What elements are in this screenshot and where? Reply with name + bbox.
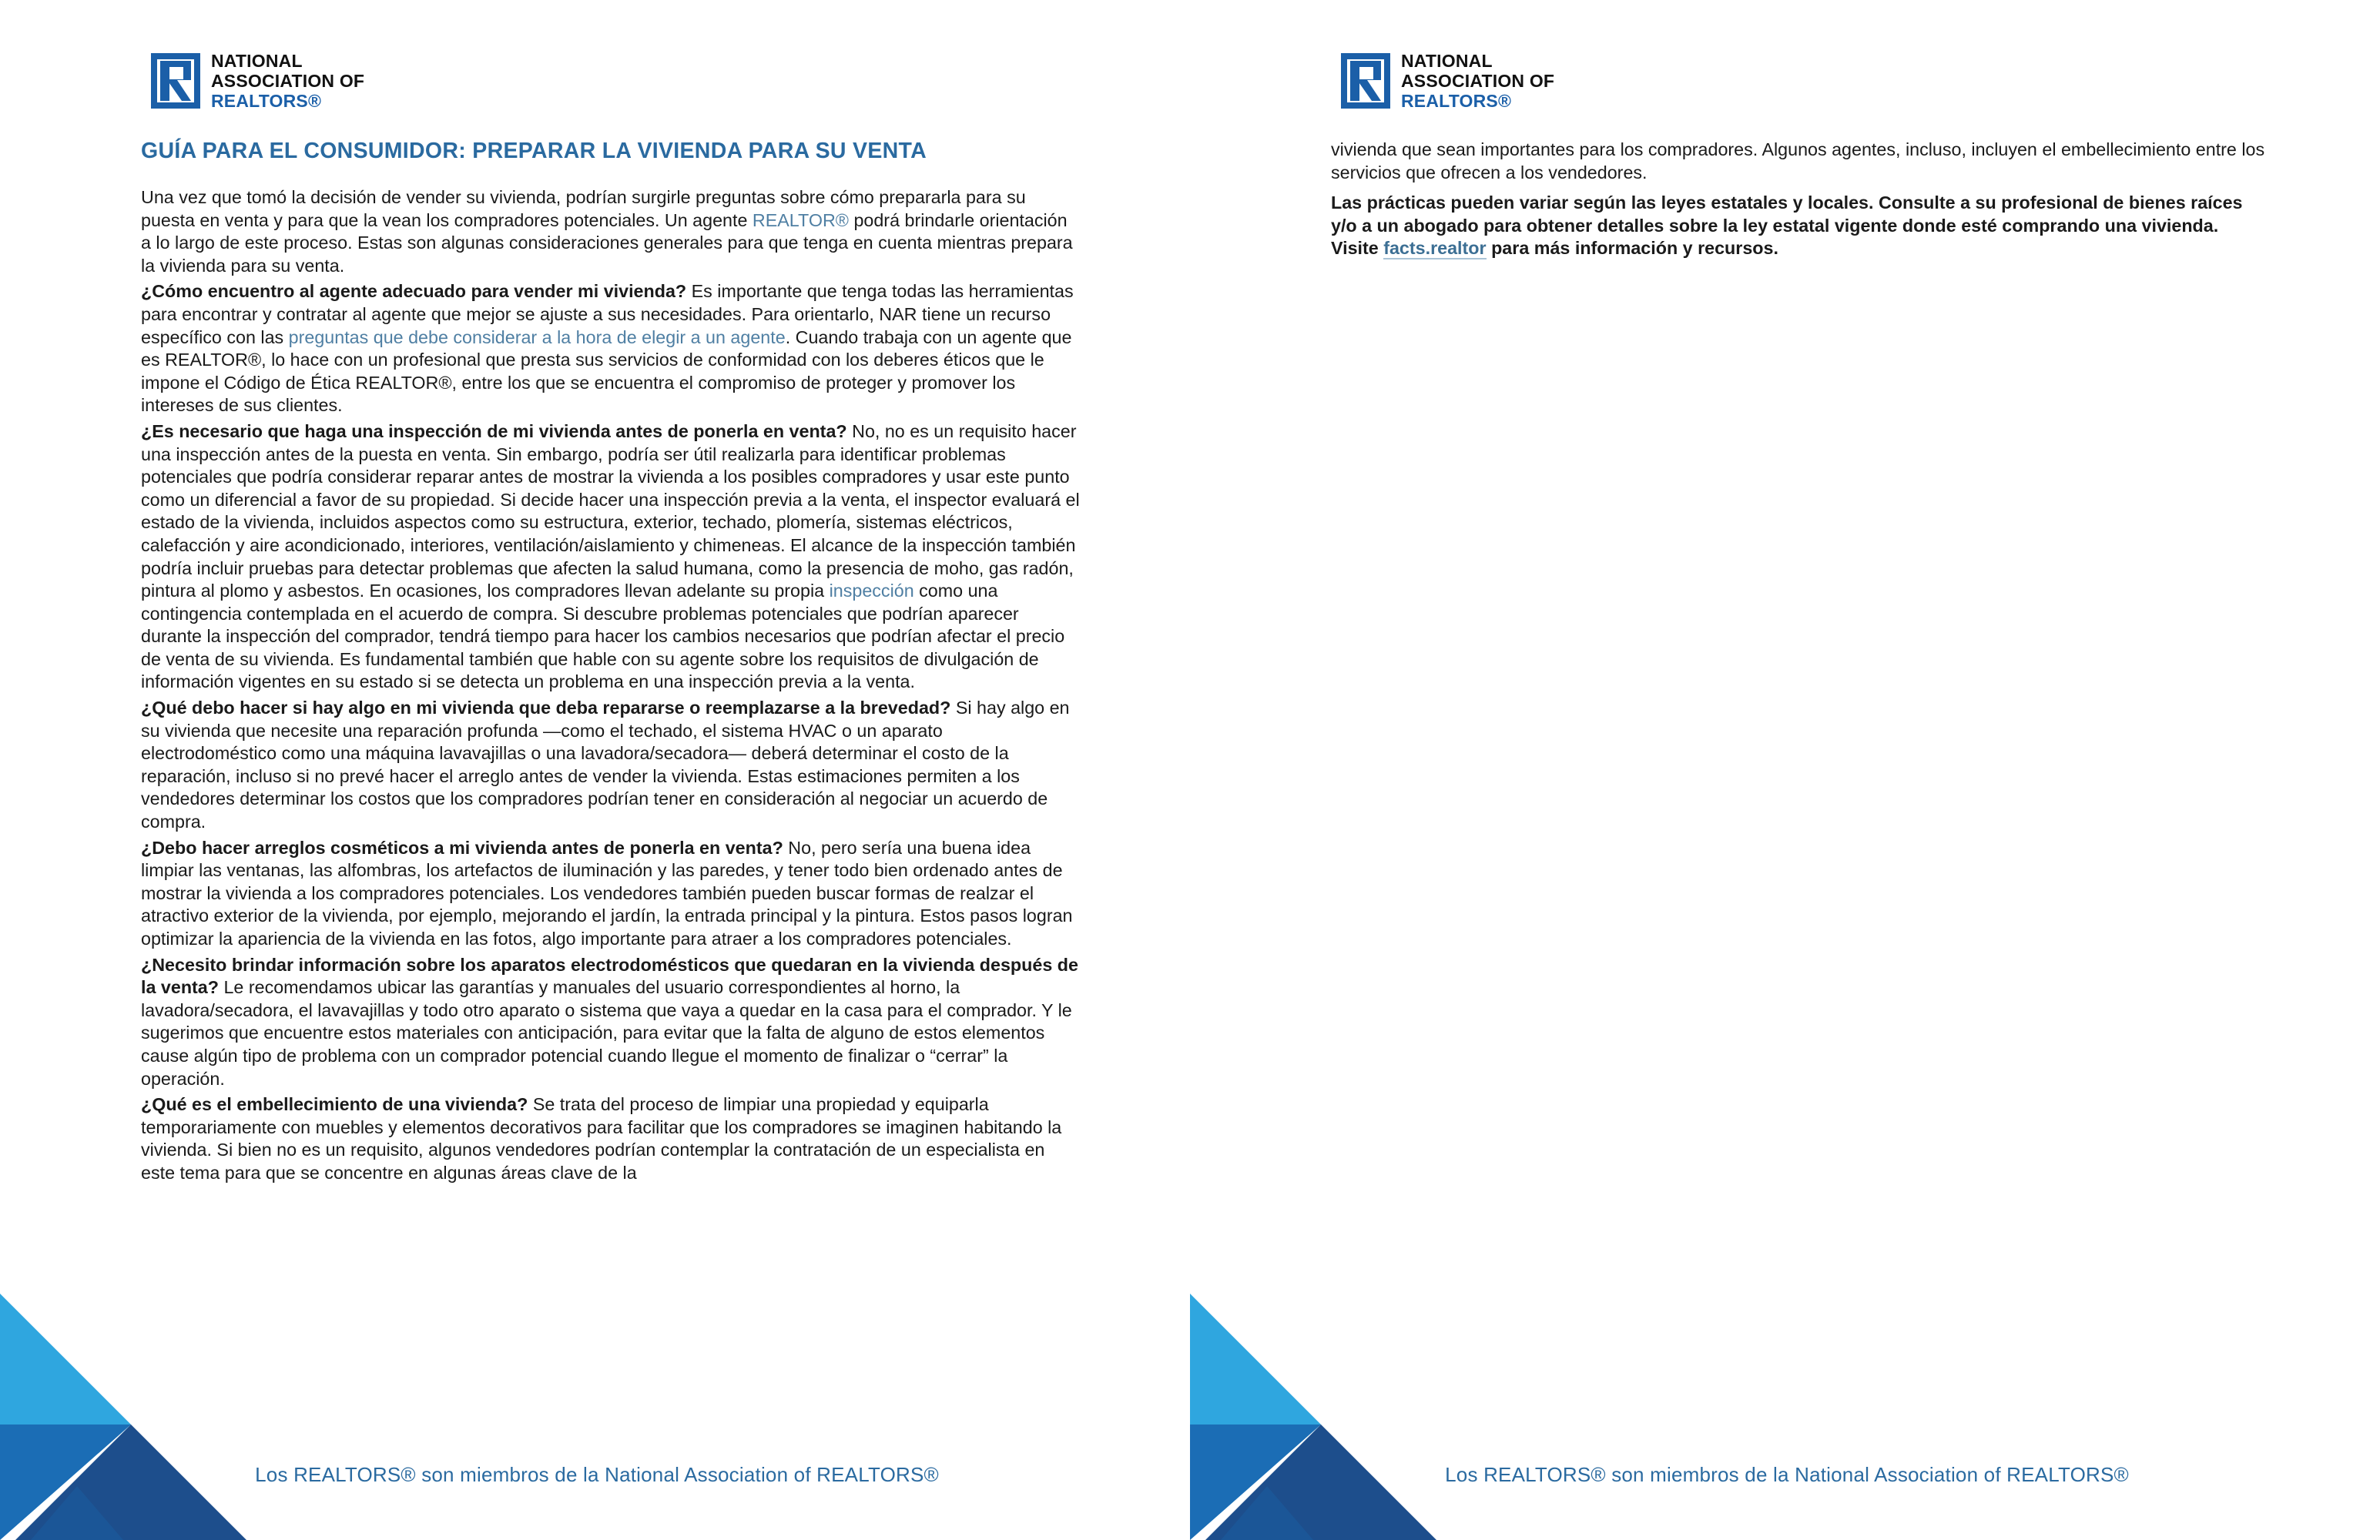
- page-title: GUÍA PARA EL CONSUMIDOR: PREPARAR LA VIVIENDA PARA SU VENTA: [141, 139, 927, 163]
- realtor-link[interactable]: REALTOR®: [752, 209, 849, 230]
- faq-1-text-1: Es importante que tenga todas las herramientas para encontrar y contratar al agente que mejor se ajuste a sus necesidades. Para orientarlo, NAR tiene un recurso específico con las: [141, 281, 1074, 347]
- faq-1: [141, 280, 1081, 417]
- realtor-r-icon: [151, 53, 200, 109]
- intro-text-1: Una vez que tomó la decisión de vender su vivienda, podrían surgirle preguntas sobre cómo prepararla para su puesta en venta y para que la vean los compradores potenciales. Un agente: [141, 187, 1026, 230]
- footer-text: Los REALTORS® son miembros de la National Association of REALTORS®: [255, 1463, 939, 1486]
- realtor-r-icon: [1341, 53, 1390, 109]
- faq-5-question: ¿Necesito brindar información sobre los aparatos electrodomésticos que quedaran en la vivienda después de la venta?: [141, 954, 1078, 998]
- faq-2-text-1: No, no es un requisito hacer una inspección antes de la puesta en venta. Sin embargo, podría ser útil realizarla para identificar problemas potenciales que podría considerar reparar antes de mostrar la vivienda a los posibles compradores y usar este punto como un diferencial a favor de su propiedad. Si decide hacer una inspección previa a la venta, el inspector evaluará el estado de la vivienda, incluidos aspectos como su estructura, exterior, techado, plomería, sistemas eléctricos, calefacción y aire acondicionado, interiores, ventilación/aislamiento y chimeneas. El alcance de la inspección también podría incluir pruebas para detectar problemas que afecten la salud humana, como la presencia de moho, gas radón, pintura al plomo y asbestos. En ocasiones, los compradores llevan adelante su propia: [141, 420, 1080, 601]
- corner-triangles-decoration: [0, 1294, 246, 1540]
- logo-line-3: REALTORS®: [1401, 91, 1512, 111]
- intro-text-2: podrá brindarle orientación a lo largo de este proceso. Estas son algunas consideraciones generales para que tenga en cuenta mientras prepara la vivienda para su venta.: [141, 209, 1073, 276]
- document-body: [141, 186, 1081, 1188]
- corner-triangles-decoration: [1190, 1294, 1436, 1540]
- logo-line-1: NATIONAL: [1401, 51, 1493, 71]
- faq-1-text-2: . Cuando trabaja con un agente que es REALTOR®, lo hace con un profesional que presta sus servicios de conformidad con los deberes éticos que le impone el Código de Ética REALTOR®, entre los que se encuentra el compromiso de proteger y promover los intereses de sus clientes.: [141, 326, 1072, 416]
- faq-6-text: Se trata del proceso de limpiar una propiedad y equiparla temporariamente con muebles y elementos decorativos para facilitar que los compradores se imaginen habitando la vivienda. Si bien no es un requisito, algunos vendedores podrían contemplar la contratación de un especialista en este tema para que se concentre en algunas áreas clave de la: [141, 1094, 1062, 1183]
- faq-4: [141, 837, 1081, 951]
- faq-3-question: ¿Qué debo hacer si hay algo en mi vivienda que deba repararse o reemplazarse a la brevedad?: [141, 698, 951, 718]
- logo-text: [211, 51, 364, 111]
- faq-3-text: Si hay algo en su vivienda que necesite una reparación profunda —como el techado, el sistema HVAC o un aparato electrodoméstico como una máquina lavavajillas o una lavadora/secadora— deberá determinar el costo de la reparación, incluso si no prevé hacer el arreglo antes de vender la vivienda. Estas estimaciones permiten a los vendedores determinar los costos que los compradores podrían tener en consideración al negociar un acuerdo de compra.: [141, 698, 1070, 832]
- faq-6-question: ¿Qué es el embellecimiento de una vivienda?: [141, 1094, 528, 1115]
- disclaimer-text-1: Las prácticas pueden variar según las leyes estatales y locales. Consulte a su profesional de bienes raíces y/o a un abogado para obtener detalles sobre la ley estatal vigente donde esté comprando una vivienda. Visite: [1331, 192, 2243, 259]
- disclaimer-text-2: para más información y recursos.: [1486, 238, 1778, 259]
- continued-paragraph: vivienda que sean importantes para los compradores. Algunos agentes, incluso, incluyen el embellecimiento entre los servicios que ofrecen a los vendedores.: [1331, 139, 2265, 182]
- faq-2-question: ¿Es necesario que haga una inspección de mi vivienda antes de ponerla en venta?: [141, 420, 847, 441]
- nar-logo: [151, 51, 364, 111]
- faq-2-text-2: como una contingencia contemplada en el acuerdo de compra. Si descubre problemas potenciales que podrían aparecer durante la inspección del comprador, tendrá tiempo para hacer los cambios necesarios que podrían afectar el precio de venta de su vivienda. Es fundamental también que hable con su agente sobre los requisitos de divulgación de información vigentes en su estado si se detecta un problema en una inspección previa a la venta.: [141, 581, 1065, 692]
- faq-5-text: Le recomendamos ubicar las garantías y manuales del usuario correspondientes al horno, la lavadora/secadora, el lavavajillas y todo otro aparato o sistema que vaya a quedar en la casa para el comprador. Y le sugerimos que encuentre estos materiales con anticipación, para evitar que la falta de alguno de estos elementos cause algún tipo de problema con un comprador potencial cuando llegue el momento de finalizar o “cerrar” la operación.: [141, 977, 1072, 1089]
- faq-1-question: ¿Cómo encuentro al agente adecuado para vender mi vivienda?: [141, 281, 687, 302]
- disclaimer-paragraph: [1331, 192, 2271, 260]
- page-2: [1190, 0, 2380, 1540]
- inspection-link[interactable]: inspección: [829, 581, 914, 601]
- logo-text: [1401, 51, 1554, 111]
- logo-line-3: REALTORS®: [211, 91, 322, 111]
- footer-text: Los REALTORS® son miembros de la National Association of REALTORS®: [1445, 1463, 2129, 1486]
- faq-6: [141, 1093, 1081, 1184]
- faq-4-text: No, pero sería una buena idea limpiar las ventanas, las alfombras, los artefactos de iluminación y las paredes, y tener todo bien ordenado antes de mostrar la vivienda a los compradores potenciales. Los vendedores también pueden buscar formas de realzar el atractivo exterior de la vivienda, por ejemplo, mejorando el jardín, la entrada principal y la pintura. Estos pasos logran optimizar la apariencia de la vivienda en las fotos, algo importante para atraer a los compradores potenciales.: [141, 837, 1073, 949]
- logo-line-2: ASSOCIATION OF: [211, 71, 365, 91]
- faq-3: [141, 697, 1081, 834]
- intro-paragraph: [141, 186, 1081, 277]
- faq-5: [141, 954, 1081, 1091]
- agent-questions-link[interactable]: preguntas que debe considerar a la hora de elegir a un agente: [288, 326, 786, 347]
- faq-2: [141, 420, 1081, 694]
- nar-logo: [1341, 51, 1554, 111]
- logo-line-1: NATIONAL: [211, 51, 303, 71]
- document-body-continued: [1331, 139, 2271, 263]
- faq-4-question: ¿Debo hacer arreglos cosméticos a mi vivienda antes de ponerla en venta?: [141, 837, 783, 858]
- facts-realtor-link[interactable]: facts.realtor: [1383, 238, 1487, 259]
- logo-line-2: ASSOCIATION OF: [1401, 71, 1555, 91]
